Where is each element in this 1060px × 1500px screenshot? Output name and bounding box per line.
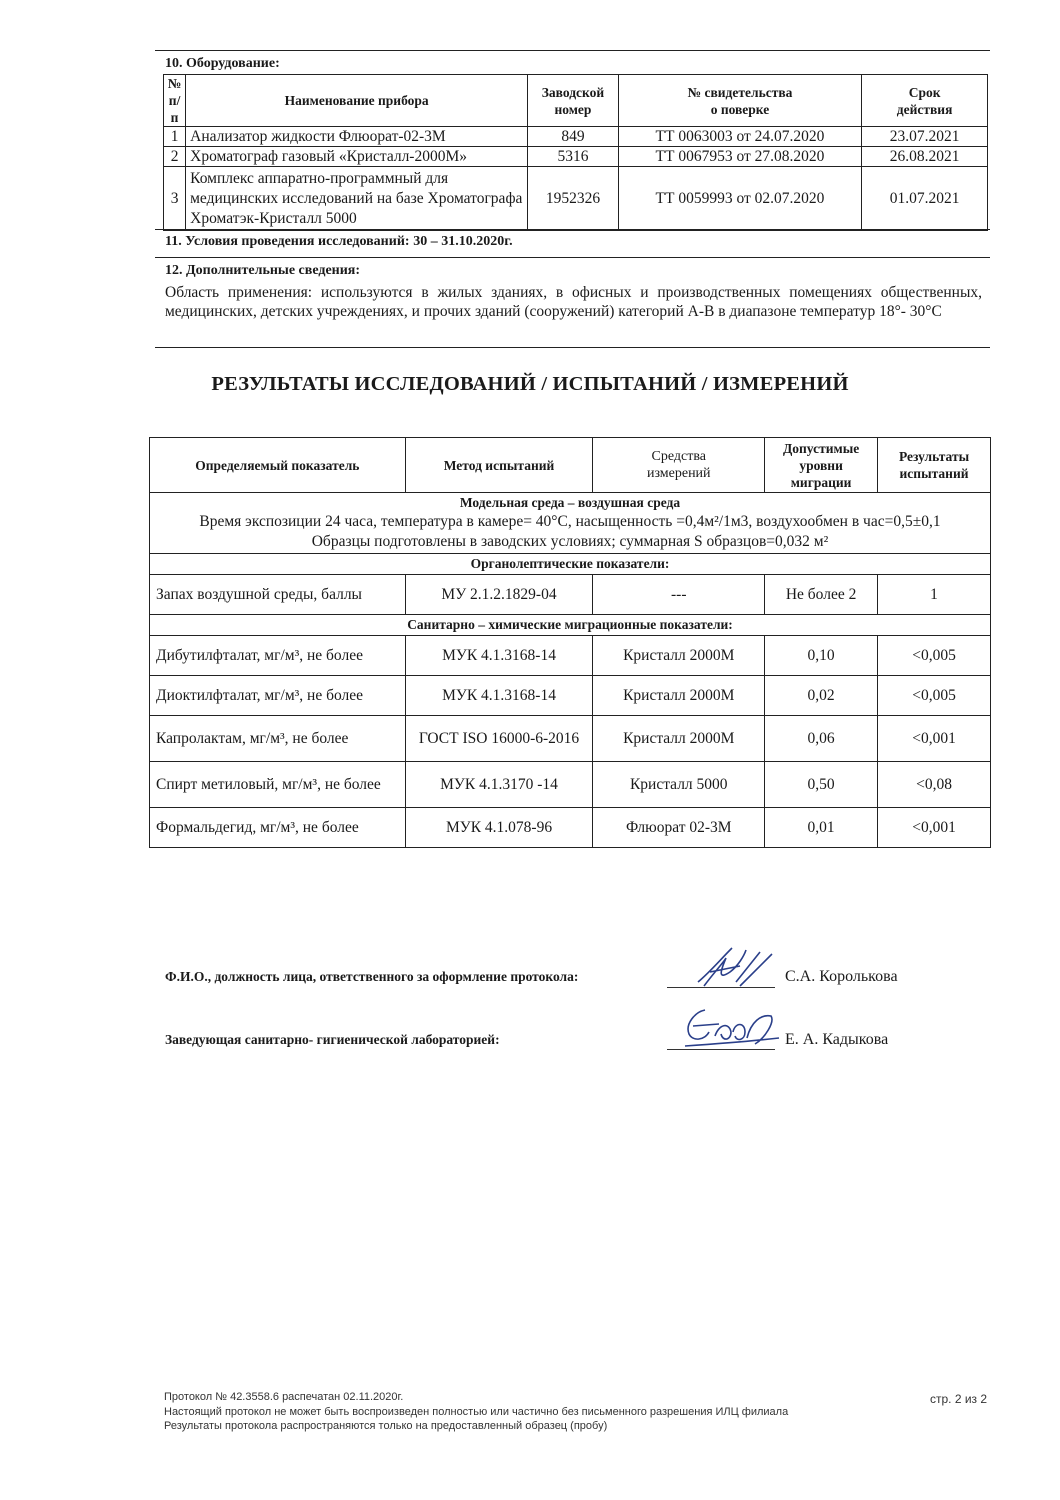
row-number: 2 bbox=[164, 147, 186, 167]
device-name: Анализатор жидкости Флюорат-02-3М bbox=[186, 127, 528, 147]
table-row bbox=[164, 127, 988, 147]
col-header-device-name: Наименование прибора bbox=[186, 75, 528, 127]
method: ГОСТ ISO 16000-6-2016 bbox=[405, 716, 593, 762]
col-header-means: Средства измерений bbox=[593, 438, 765, 493]
method: МУК 4.1.3168-14 bbox=[405, 636, 593, 676]
certificate: ТТ 0067953 от 27.08.2020 bbox=[618, 147, 861, 167]
additional-text: Область применения: используются в жилых зданиях, в офисных и производственных помещениях общественных, медицинских, детских учреждениях, и прочих зданий (сооружений) категорий А-В в диапазоне температур 18°- 30°С bbox=[165, 284, 982, 320]
col-header-certificate: № свидетельства о поверке bbox=[618, 75, 861, 127]
table-row bbox=[150, 636, 991, 676]
certificate: ТТ 0059993 от 02.07.2020 bbox=[618, 167, 861, 231]
validity-date: 01.07.2021 bbox=[862, 167, 988, 231]
results-header-row bbox=[150, 438, 991, 493]
footer-protocol-line: Протокол № 42.3558.6 распечатан 02.11.2020г. bbox=[164, 1391, 404, 1403]
section-12-bottom-rule bbox=[155, 347, 990, 348]
page-number: стр. 2 из 2 bbox=[930, 1392, 988, 1406]
permissible-limit: Не более 2 bbox=[765, 575, 878, 615]
equipment-table bbox=[163, 74, 988, 231]
lab-head-label: Заведующая санитарно- гигиенической лабораторией: bbox=[165, 1032, 500, 1047]
permissible-limit: 0,10 bbox=[765, 636, 878, 676]
serial-number: 849 bbox=[528, 127, 619, 147]
conditions-label: 11. Условия проведения исследований: bbox=[165, 234, 410, 249]
table-row bbox=[150, 808, 991, 848]
indicator: Диоктилфталат, мг/м³, не более bbox=[150, 676, 406, 716]
measuring-means: Кристалл 2000М bbox=[593, 676, 765, 716]
top-rule bbox=[155, 50, 990, 51]
col-header-result: Результаты испытаний bbox=[878, 438, 991, 493]
test-result: <0,001 bbox=[878, 808, 991, 848]
model-environment-title: Модельная среда – воздушная среда bbox=[459, 495, 681, 510]
lab-head-name: Е. А. Кадыкова bbox=[785, 1031, 889, 1048]
col-header-limit: Допустимые уровни миграции bbox=[765, 438, 878, 493]
col-header-serial: Заводской номер bbox=[528, 75, 619, 127]
group-row bbox=[150, 615, 991, 636]
indicator: Спирт метиловый, мг/м³, не более bbox=[150, 762, 406, 808]
section-11-rule bbox=[155, 229, 990, 230]
table-row bbox=[164, 167, 988, 231]
test-result: <0,005 bbox=[878, 636, 991, 676]
responsible-person-name: С.А. Королькова bbox=[785, 968, 898, 985]
chemical-title: Санитарно – химические миграционные показатели: bbox=[150, 615, 991, 636]
validity-date: 26.08.2021 bbox=[862, 147, 988, 167]
equipment-title: 10. Оборудование: bbox=[165, 56, 280, 71]
measuring-means: Флюорат 02-3М bbox=[593, 808, 765, 848]
model-environment-samples: Образцы подготовлены в заводских условиях; суммарная S образцов=0,032 м² bbox=[311, 533, 829, 550]
footer bbox=[164, 1390, 788, 1434]
device-name: Хроматограф газовый «Кристалл-2000М» bbox=[186, 147, 528, 167]
serial-number: 1952326 bbox=[528, 167, 619, 231]
table-row bbox=[150, 575, 991, 615]
footer-copy-notice: Настоящий протокол не может быть воспроизведен полностью или частично без письменного разрешения ИЛЦ филиала bbox=[164, 1405, 789, 1418]
col-header-indicator: Определяемый показатель bbox=[150, 438, 406, 493]
table-row bbox=[150, 676, 991, 716]
responsible-signature bbox=[680, 942, 790, 994]
results-title: РЕЗУЛЬТАТЫ ИССЛЕДОВАНИЙ / ИСПЫТАНИЙ / ИЗМЕРЕНИЙ bbox=[211, 373, 849, 395]
test-result: 1 bbox=[878, 575, 991, 615]
footer-scope-notice: Результаты протокола распространяются только на предоставленный образец (пробу) bbox=[164, 1420, 608, 1432]
equipment-header-row bbox=[164, 75, 988, 127]
organoleptic-title: Органолептические показатели: bbox=[150, 554, 991, 575]
certificate: ТТ 0063003 от 24.07.2020 bbox=[618, 127, 861, 147]
serial-number: 5316 bbox=[528, 147, 619, 167]
group-row bbox=[150, 554, 991, 575]
table-row bbox=[150, 716, 991, 762]
device-name: Комплекс аппаратно-программный для медицинских исследований на базе Хроматографа Хроматэк-Кристалл 5000 bbox=[186, 167, 528, 231]
table-row bbox=[164, 147, 988, 167]
col-header-method: Метод испытаний bbox=[405, 438, 593, 493]
test-result: <0,001 bbox=[878, 716, 991, 762]
method: МУ 2.1.2.1829-04 bbox=[405, 575, 593, 615]
model-environment-row bbox=[150, 493, 991, 554]
model-environment-cell bbox=[150, 493, 991, 554]
indicator: Дибутилфталат, мг/м³, не более bbox=[150, 636, 406, 676]
method: МУК 4.1.078-96 bbox=[405, 808, 593, 848]
indicator: Формальдегид, мг/м³, не более bbox=[150, 808, 406, 848]
method: МУК 4.1.3170 -14 bbox=[405, 762, 593, 808]
test-result: <0,08 bbox=[878, 762, 991, 808]
additional-title: 12. Дополнительные сведения: bbox=[165, 263, 361, 278]
permissible-limit: 0,02 bbox=[765, 676, 878, 716]
conditions-value: 30 – 31.10.2020г. bbox=[413, 234, 513, 249]
measuring-means: Кристалл 2000М bbox=[593, 636, 765, 676]
method: МУК 4.1.3168-14 bbox=[405, 676, 593, 716]
col-header-number: № п/п bbox=[164, 75, 186, 127]
measuring-means: --- bbox=[593, 575, 765, 615]
validity-date: 23.07.2021 bbox=[862, 127, 988, 147]
measuring-means: Кристалл 2000М bbox=[593, 716, 765, 762]
section-12-rule bbox=[155, 257, 990, 258]
permissible-limit: 0,50 bbox=[765, 762, 878, 808]
measuring-means: Кристалл 5000 bbox=[593, 762, 765, 808]
table-row bbox=[150, 762, 991, 808]
row-number: 3 bbox=[164, 167, 186, 231]
lab-head-signature bbox=[675, 1002, 785, 1052]
permissible-limit: 0,01 bbox=[765, 808, 878, 848]
results-table bbox=[149, 437, 991, 848]
responsible-person-label: Ф.И.О., должность лица, ответственного за оформление протокола: bbox=[165, 969, 579, 984]
test-result: <0,005 bbox=[878, 676, 991, 716]
indicator: Капролактам, мг/м³, не более bbox=[150, 716, 406, 762]
permissible-limit: 0,06 bbox=[765, 716, 878, 762]
conditions-line bbox=[165, 232, 513, 251]
model-environment-conditions: Время экспозиции 24 часа, температура в камере= 40°С, насыщенность =0,4м²/1м3, воздухообмен в час=0,5±0,1 bbox=[199, 513, 941, 530]
row-number: 1 bbox=[164, 127, 186, 147]
indicator: Запах воздушной среды, баллы bbox=[150, 575, 406, 615]
col-header-validity: Срок действия bbox=[862, 75, 988, 127]
